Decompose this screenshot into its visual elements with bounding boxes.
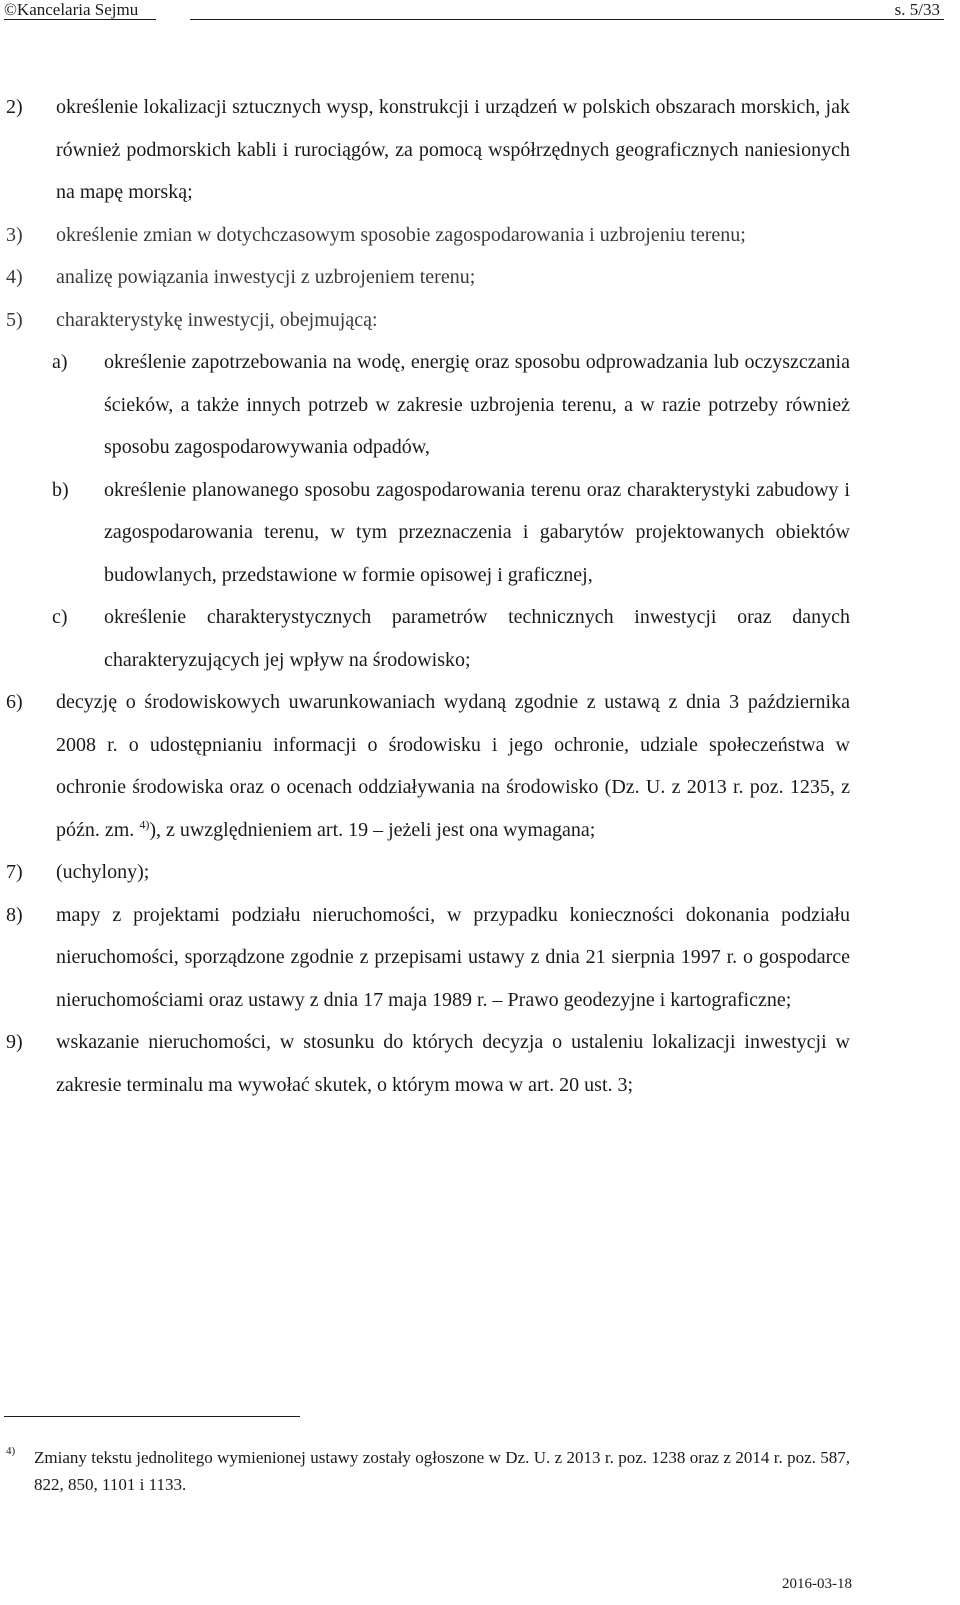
footnote-reference: 4) [139, 816, 150, 831]
list-item-4 [6, 256, 850, 299]
item-text: określenie lokalizacji sztucznych wysp, konstrukcji i urządzeń w polskich obszarach morskich, jak również podmorskich kabli i rurociągów, za pomocą współrzędnych geograficznych naniesionych na mapę morską; [56, 96, 850, 203]
header-underline [4, 19, 156, 20]
item-letter: a) [52, 351, 68, 373]
sub-item-b [52, 469, 850, 597]
item-text: określenie zapotrzebowania na wodę, energię oraz sposobu odprowadzania lub oczyszczania ścieków, a także innych potrzeb w zakresie uzbrojenia terenu, a w razie potrzeby również sposobu zagospodarowywania odpadów, [104, 351, 850, 458]
item-text: (uchylony); [56, 861, 150, 883]
list-item-5 [6, 299, 850, 342]
footnote [6, 1444, 850, 1498]
footnote-separator [4, 1416, 300, 1417]
list-item-3 [6, 214, 850, 257]
item-number: 9) [6, 1031, 23, 1053]
item-number: 3) [6, 223, 23, 246]
page-header [4, 0, 944, 22]
item-number: 4) [6, 266, 23, 288]
item-text: określenie charakterystycznych parametrów technicznych inwestycji oraz danych charakteryzujących jej wpływ na środowisko; [104, 606, 850, 671]
item-text [56, 681, 850, 851]
item-number: 8) [6, 903, 23, 926]
document-body [6, 86, 850, 1106]
sub-item-a [52, 341, 850, 469]
item-letter: c) [52, 606, 68, 628]
list-item-7 [6, 851, 850, 894]
item-text: określenie zmian w dotychczasowym sposobie zagospodarowania i uzbrojeniu terenu; [56, 223, 746, 246]
list-item-6 [6, 681, 850, 851]
item-text: analizę powiązania inwestycji z uzbrojeniem terenu; [56, 266, 476, 288]
header-underline [190, 19, 944, 20]
item-number: 6) [6, 691, 23, 713]
item-text-part: ), z uwzględnieniem art. 19 – jeżeli jest ona wymagana; [149, 818, 596, 841]
footer-date: 2016-03-18 [782, 1576, 852, 1592]
item-letter: b) [52, 478, 69, 501]
footnote-text: Zmiany tekstu jednolitego wymienionej ustawy zostały ogłoszone w Dz. U. z 2013 r. poz. 1238 oraz z 2014 r. poz. 587, 822, 850, 1101 i 1133. [34, 1448, 850, 1494]
list-item-8 [6, 894, 850, 1022]
sub-item-c [52, 596, 850, 681]
header-page-number: s. 5/33 [894, 0, 940, 19]
header-source: ©Kancelaria Sejmu [4, 0, 139, 19]
list-item-9 [6, 1021, 850, 1106]
item-number: 5) [6, 308, 23, 331]
list-item-2 [6, 86, 850, 214]
item-text: charakterystykę inwestycji, obejmującą: [56, 308, 378, 331]
item-text: wskazanie nieruchomości, w stosunku do których decyzja o ustaleniu lokalizacji inwestycji w zakresie terminalu ma wywołać skutek, o którym mowa w art. 20 ust. 3; [56, 1031, 850, 1096]
item-text-part: decyzję o środowiskowych uwarunkowaniach wydaną zgodnie z ustawą z dnia 3 października 2008 r. o udostępnianiu informacji o środowisku i jego ochronie, udziale społeczeństwa w ochronie środowiska oraz o ocenach oddziaływania na środowisko (Dz. U. z 2013 r. poz. 1235, z późn. zm. [56, 691, 850, 841]
item-number: 2) [6, 96, 23, 118]
item-text: mapy z projektami podziału nieruchomości, w przypadku konieczności dokonania podziału nieruchomości, sporządzone zgodnie z przepisami ustawy z dnia 21 sierpnia 1997 r. o gospodarce nieruchomościami oraz ustawy z dnia 17 maja 1989 r. – Prawo geodezyjne i kartograficzne; [56, 903, 850, 1011]
item-text: określenie planowanego sposobu zagospodarowania terenu oraz charakterystyki zabudowy i zagospodarowania terenu, w tym przeznaczenia i gabarytów projektowanych obiektów budowlanych, przedstawione w formie opisowej i graficznej, [104, 478, 850, 586]
item-number: 7) [6, 861, 23, 883]
footnote-number: 4) [6, 1445, 16, 1457]
